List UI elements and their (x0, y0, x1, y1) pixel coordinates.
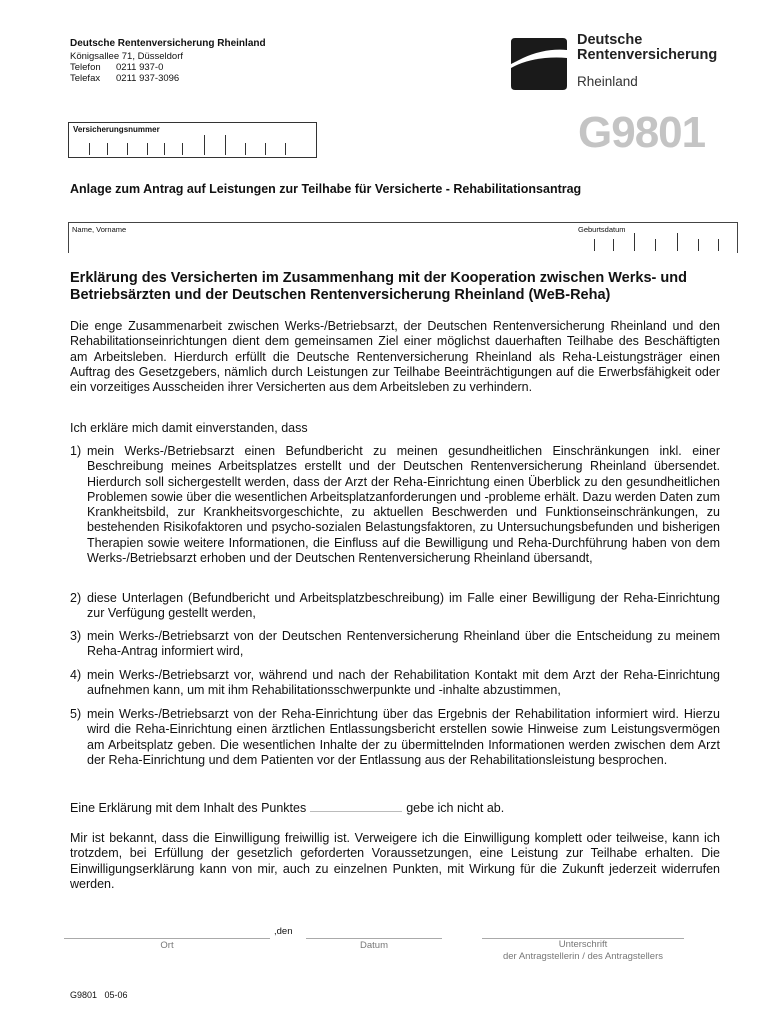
consent-intro-text: Ich erkläre mich damit einverstanden, dass (70, 421, 308, 435)
intro-text: Die enge Zusammenarbeit zwischen Werks-/Betriebsarzt, der Deutschen Rentenversicherung Rheinland und den Rehabilitationseinrichtungen dient dem gemeinsamen Ziel einer möglichst dauerhaften Teilhabe des Beschäftigten am Arbeitsleben. Hierdurch erfüllt die Deutsche Rentenversicherung Rheinland als Reha-Leistungsträger einen Auftrag des Gesetzgebers, nämlich durch Leistungen zur Teilhabe Beeinträchtigungen auf die Erwerbsfähigkeit oder ein vorzeitiges Ausscheiden ihrer Versicherten aus dem Arbeitsleben zu verhindern. (70, 319, 720, 395)
digit-divider (182, 143, 183, 155)
intro-paragraph (70, 319, 720, 395)
date-divider (677, 233, 678, 251)
form-subtitle: Anlage zum Antrag auf Leistungen zur Teilhabe für Versicherte - Rehabilitationsantrag (70, 182, 582, 196)
closing-paragraph (70, 831, 720, 892)
sender-fax-row (70, 73, 266, 84)
field-border-right (737, 223, 738, 253)
insurance-number-field[interactable] (68, 122, 317, 158)
exception-row (70, 800, 720, 816)
drv-logo-mark-icon (505, 36, 569, 92)
date-divider (634, 233, 635, 251)
field-border-left (68, 223, 69, 253)
consent-item-1 (70, 444, 720, 566)
place-label: Ort (160, 940, 174, 951)
name-birthdate-field[interactable] (68, 222, 738, 253)
form-code: G9801 (578, 108, 706, 157)
logo-line-3: Rheinland (577, 74, 638, 89)
digit-divider (147, 143, 148, 155)
sender-phone-row (70, 62, 266, 73)
exception-item-input[interactable] (310, 800, 402, 812)
consent-item-3 (70, 629, 720, 660)
consent-intro (70, 421, 720, 436)
exception-before: Eine Erklärung mit dem Inhalt des Punktes (70, 801, 307, 815)
closing-text: Mir ist bekannt, dass die Einwilligung freiwillig ist. Verweigere ich die Einwilligung komplett oder teilweise, kann ich trotzdem, bei Erfüllung der gesetzlich geforderten Voraussetzungen, eine Leistung zur Teilhabe erhalten. Die Einwilligungserklärung kann von mir, auch zu einzelnen Punkten, mit Wirkung für die Zukunft jederzeit widerrufen werden. (70, 831, 720, 891)
digit-divider (127, 143, 128, 155)
fax-label: Telefax (70, 73, 101, 84)
digit-divider (265, 143, 266, 155)
item-text: mein Werks-/Betriebsarzt von der Reha-Einrichtung über das Ergebnis der Rehabilitation informiert wird. Hierzu wird die Reha-Einrichtung einen ärztlichen Entlassungsbericht erstellen sowie Hinweise zum Leistungsvermögen am Arbeitsplatz geben. Die wesentlichen Inhalte der zu übermittelnden Informationen werden zwischen dem Arzt der Reha-Einrichtung und dem Patienten vor der Entlassung aus der Rehabilitationsleistung besprochen. (87, 707, 720, 767)
birthdate-label: Geburtsdatum (578, 225, 626, 234)
date-divider (655, 239, 656, 251)
item-text: mein Werks-/Betriebsarzt einen Befundbericht zu meinen gesundheitlichen Einschränkungen inkl. einer Beschreibung meines Arbeitsplatzes erstellt und der Deutschen Rentenversicherung Rheinland übersendet. Hierdurch soll sichergestellt werden, dass der Arzt der Reha-Einrichtung einen Überblick zu den gesundheitlichen Problemen sowie über die wesentlichen Arbeitsplatzanforderungen und -probleme erhält. Dazu werden Daten zum Krankheitsbild, zur Krankheitsvorgeschichte, zu aktuellen Beschwerden und Funktionseinschränkungen, zu bestehenden Risikofaktoren und psycho-sozialen Belastungsfaktoren, zu Untersuchungsbefunden und bisherigen Therapien sowie weitere Informationen, die Einfluss auf die Bewilligung und Reha-Durchführung haben von dem Werks-/Betriebsarzt erhoben und der Deutschen Rentenversicherung Rheinland übersandt, (87, 444, 721, 566)
den-label: ,den (274, 926, 293, 937)
date-divider (718, 239, 719, 251)
date-label: Datum (360, 940, 388, 951)
digit-divider (285, 143, 286, 155)
item-text: mein Werks-/Betriebsarzt von der Deutschen Rentenversicherung Rheinland über die Entscheidung zu meinem Reha-Antrag informiert wird, (87, 629, 720, 659)
digit-divider (225, 135, 226, 155)
item-text: mein Werks-/Betriebsarzt vor, während und nach der Rehabilitation Kontakt mit dem Arzt der Reha-Einrichtung aufnehmen kann, um mit ihm Rehabilitationsschwerpunkte und -inhalte abzustimmen, (87, 668, 720, 698)
sender-address (70, 38, 266, 84)
item-text: diese Unterlagen (Befundbericht und Arbeitsplatzbeschreibung) im Falle einer Bewilligung der Reha-Einrichtung zur Verfügung gestellt werden, (87, 591, 720, 621)
phone-label: Telefon (70, 62, 101, 73)
item-number: 3) (70, 629, 82, 643)
signature-sub-label: der Antragstellerin / des Antragstellers (502, 951, 663, 962)
item-number: 4) (70, 668, 82, 682)
place-input[interactable] (64, 938, 270, 939)
item-number: 1) (70, 444, 82, 458)
logo-line-1: Deutsche (577, 32, 643, 48)
date-input[interactable] (306, 938, 442, 939)
digit-divider (245, 143, 246, 155)
consent-item-5 (70, 707, 720, 768)
digit-divider (164, 143, 165, 155)
signature-label: Unterschrift (558, 939, 608, 950)
digit-divider (204, 135, 205, 155)
consent-item-2 (70, 591, 720, 622)
consent-item-4 (70, 668, 720, 699)
insurance-number-label: Versicherungsnummer (73, 125, 160, 134)
phone-value: 0211 937-0 (116, 62, 164, 73)
form-footer: G9801 05-06 (70, 990, 128, 1000)
exception-after: gebe ich nicht ab. (406, 801, 505, 815)
drv-logo (505, 33, 725, 93)
date-divider (613, 239, 614, 251)
item-number: 2) (70, 591, 82, 605)
date-divider (698, 239, 699, 251)
digit-divider (107, 143, 108, 155)
declaration-heading: Erklärung des Versicherten im Zusammenhang mit der Kooperation zwischen Werks- und Betriebsärzten und der Deutschen Rentenversicherung Rheinland (WeB-Reha) (70, 270, 687, 303)
sender-org: Deutsche Rentenversicherung Rheinland (70, 38, 266, 49)
sender-street: Königsallee 71, Düsseldorf (70, 51, 184, 62)
item-number: 5) (70, 707, 82, 721)
date-divider (594, 239, 595, 251)
logo-line-2: Rentenversicherung (577, 47, 718, 63)
fax-value: 0211 937-3096 (116, 73, 180, 84)
digit-divider (89, 143, 90, 155)
name-label: Name, Vorname (72, 225, 127, 234)
